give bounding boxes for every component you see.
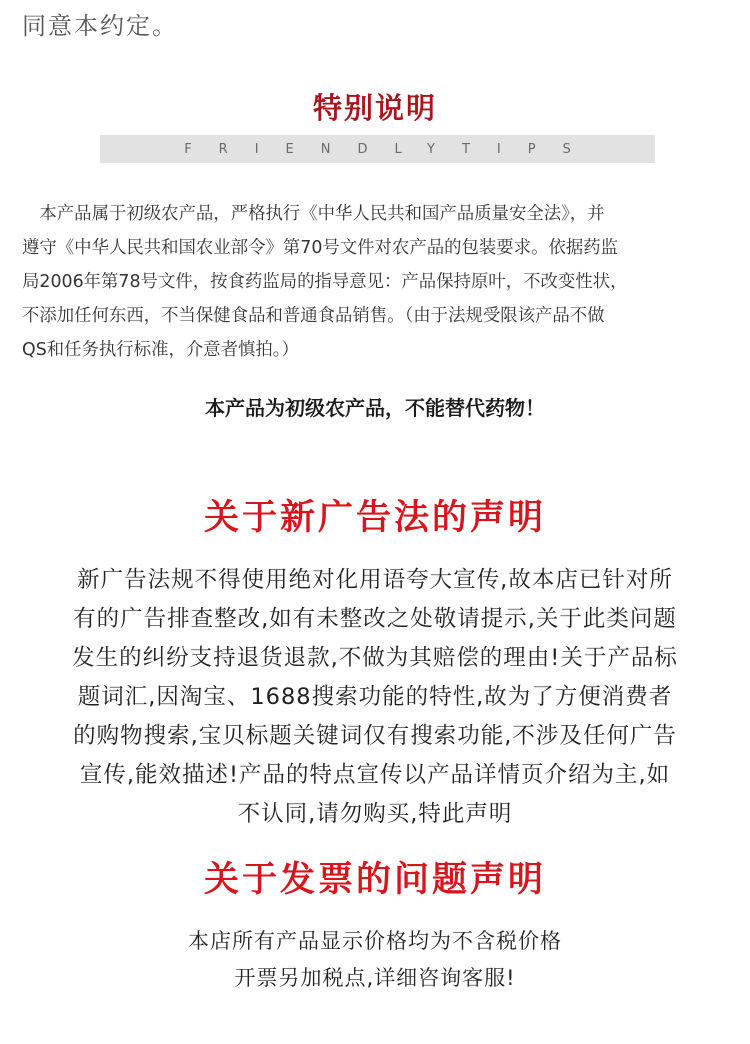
notice-line: 局2006年第78号文件，按食药监局的指导意见：产品保持原叶，不改变性状， bbox=[22, 272, 628, 292]
not-a-medicine-statement: 本产品为初级农产品，不能替代药物！ bbox=[205, 396, 545, 420]
notice-line: QS和任务执行标准，介意者慎拍。） bbox=[22, 340, 299, 360]
notice-line: 遵守《中华人民共和国农业部令》第70号文件对农产品的包装要求。依据药监 bbox=[22, 238, 619, 258]
ad-law-line: 发生的纠纷支持退货退款,不做为其赔偿的理由!关于产品标 bbox=[72, 645, 678, 671]
ad-law-line: 有的广告排查整改,如有未整改之处敬请提示,关于此类问题 bbox=[73, 606, 677, 632]
notice-line: 本产品属于初级农产品，严格执行《中华人民共和国产品质量安全法》，并 bbox=[22, 204, 605, 224]
ad-law-line: 不认同,请勿购买,特此声明 bbox=[237, 801, 513, 827]
ad-law-line: 宣传,能效描述!产品的特点宣传以产品详情页介绍为主,如 bbox=[79, 762, 671, 788]
notice-line: 不添加任何东西，不当保健食品和普通食品销售。（由于法规受限该产品不做 bbox=[22, 306, 605, 326]
ad-law-line: 的购物搜索,宝贝标题关键词仅有搜索功能,不涉及任何广告 bbox=[73, 723, 677, 749]
ad-law-line: 题词汇,因淘宝、1688搜索功能的特性,故为了方便消费者 bbox=[77, 684, 673, 710]
friendly-tips-banner bbox=[100, 135, 655, 163]
ad-law-line: 新广告法规不得使用绝对化用语夸大宣传,故本店已针对所 bbox=[77, 567, 673, 593]
invoice-line: 本店所有产品显示价格均为不含税价格 bbox=[188, 929, 562, 953]
invoice-notice-body bbox=[0, 923, 750, 997]
ad-law-body bbox=[0, 561, 750, 834]
invoice-notice-title: 关于发票的问题声明 bbox=[203, 860, 546, 900]
intro-closing-text: 同意本约定。 bbox=[22, 12, 178, 40]
special-notice-title: 特别说明 bbox=[312, 91, 437, 125]
special-notice-body bbox=[22, 197, 717, 367]
friendly-tips-label: FRIENDLYTIPS bbox=[184, 141, 598, 157]
invoice-line: 开票另加税点,详细咨询客服! bbox=[234, 966, 516, 990]
ad-law-title: 关于新广告法的声明 bbox=[203, 498, 546, 538]
